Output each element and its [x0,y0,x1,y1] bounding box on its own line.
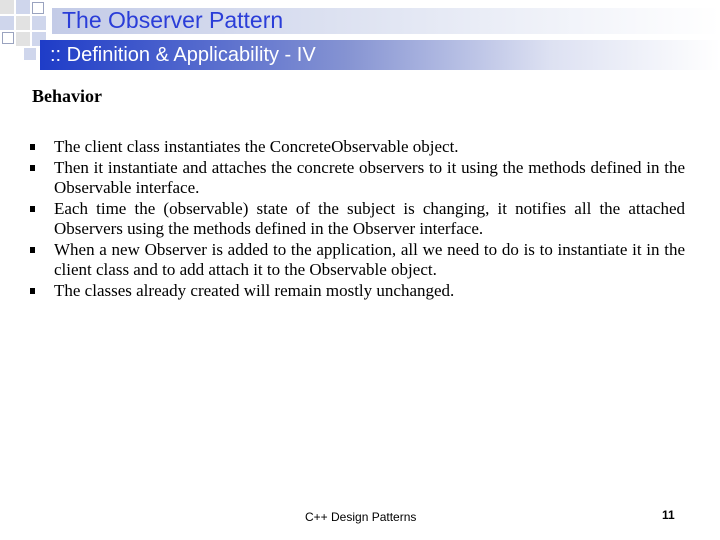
footer-text: C++ Design Patterns [305,510,417,524]
decor-square [16,32,30,46]
decor-square [16,16,30,30]
page-number: 11 [662,508,675,522]
decor-square [32,16,46,30]
bullet-item [30,199,685,240]
decor-square [0,16,14,30]
bullet-item [30,240,685,281]
decor-square [0,0,14,14]
square-bullet-icon [30,247,35,253]
square-bullet-icon [30,144,35,150]
bullet-text: The classes already created will remain mostly unchanged. [54,280,455,300]
bullet-item [30,137,685,158]
bullet-text: When a new Observer is added to the application, all we need to do is to instantiate it in the client class and to add attach it to the Observable object. [54,239,685,279]
bullet-text: Then it instantiate and attaches the concrete observers to it using the methods defined in the Observable interface. [54,157,685,197]
bullet-list [30,137,685,301]
bullet-item [30,158,685,199]
square-bullet-icon [30,206,35,212]
bullet-text: Each time the (observable) state of the subject is changing, it notifies all the attached Observers using the methods defined in the Observer interface. [54,198,685,238]
bullet-item [30,281,685,302]
slide-title: The Observer Pattern [62,7,284,33]
decor-square [24,48,36,60]
slide-subtitle: :: Definition & Applicability - IV [50,44,316,66]
decor-square [32,2,44,14]
section-heading: Behavior [32,86,102,106]
square-bullet-icon [30,288,35,294]
decor-square [16,0,30,14]
square-bullet-icon [30,165,35,171]
bullet-text: The client class instantiates the ConcreteObservable object. [54,137,459,156]
decor-square [2,32,14,44]
